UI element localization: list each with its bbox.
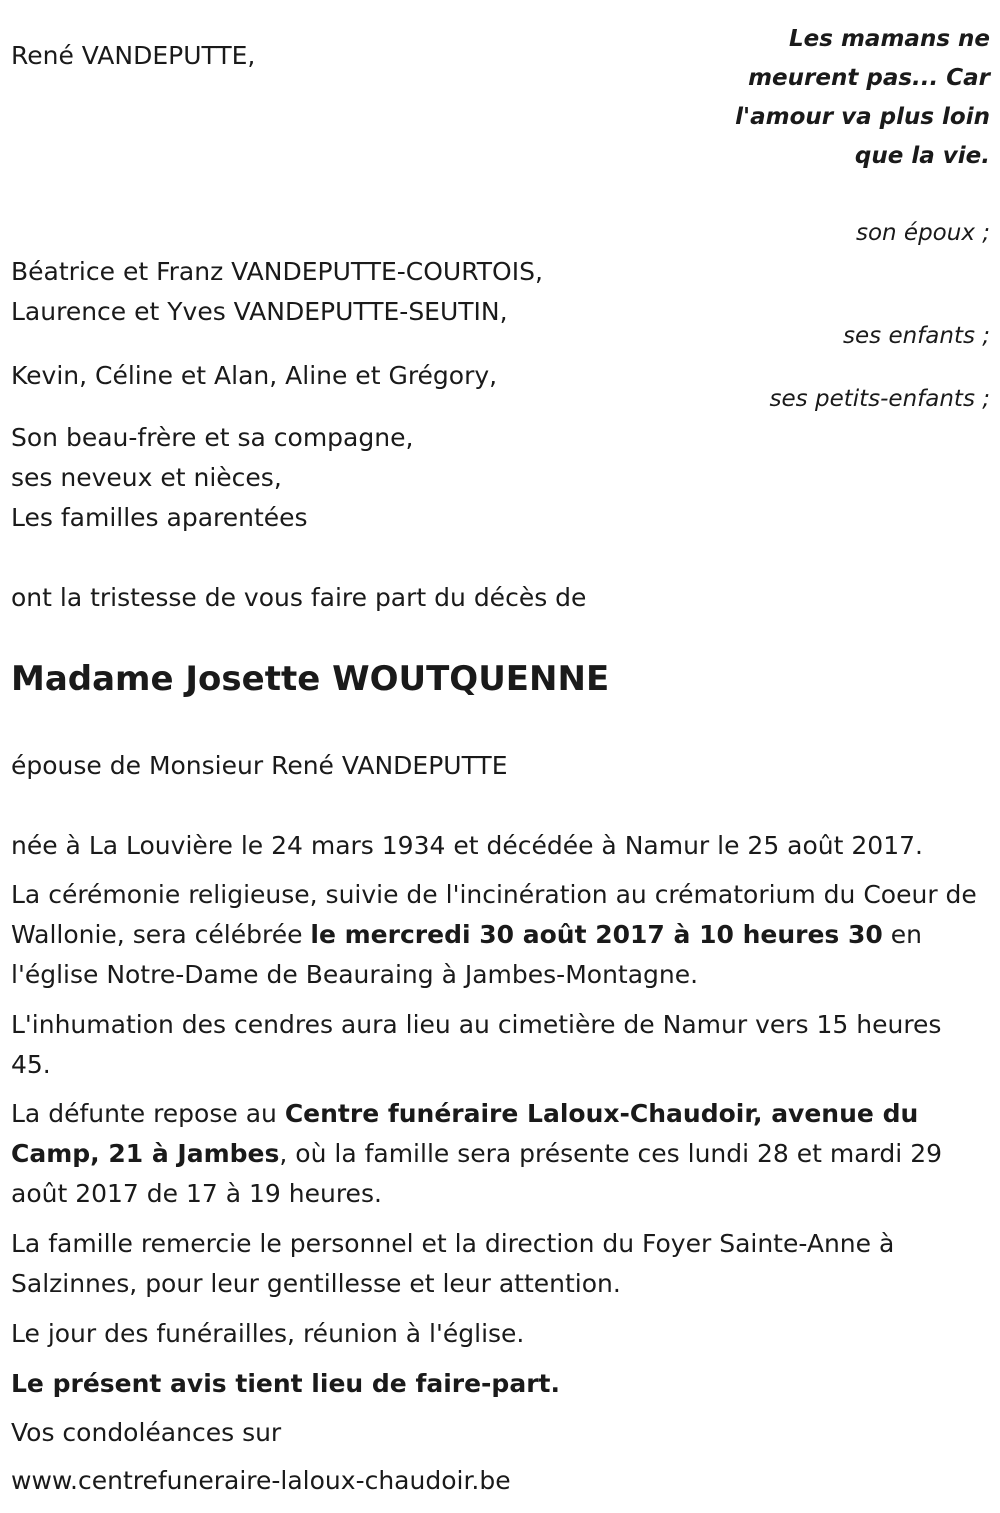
birth-death-dates: née à La Louvière le 24 mars 1934 et décédée à Namur le 25 août 2017.	[11, 831, 923, 860]
other-relatives-2: ses neveux et nièces,	[11, 463, 282, 492]
ceremony-date: le mercredi 30 août 2017 à 10 heures 30	[310, 920, 883, 949]
child-2: Laurence et Yves VANDEPUTTE-SEUTIN,	[11, 297, 508, 326]
deceased-name: Madame Josette WOUTQUENNE	[11, 659, 610, 699]
husband-role: son époux ;	[855, 220, 990, 246]
husband-name: René VANDEPUTTE,	[11, 41, 256, 70]
thanks-paragraph: La famille remercie le personnel et la direction du Foyer Sainte-Anne à Salzinnes, pour leur gentillesse et leur attention.	[11, 1229, 895, 1298]
grandchildren-role: ses petits-enfants ;	[769, 386, 990, 412]
child-1: Béatrice et Franz VANDEPUTTE-COURTOIS,	[11, 257, 543, 286]
children-role: ses enfants ;	[843, 323, 990, 349]
epigraph-quote: Les mamans ne meurent pas... Car l'amour va plus loin que la vie.	[735, 26, 990, 169]
other-relatives-3: Les familles aparentées	[11, 503, 308, 532]
meeting-line: Le jour des funérailles, réunion à l'église.	[11, 1319, 525, 1348]
grandchildren-names: Kevin, Céline et Alan, Aline et Grégory,	[11, 361, 498, 390]
condolences-label: Vos condoléances sur	[11, 1418, 282, 1447]
other-relatives-1: Son beau-frère et sa compagne,	[11, 423, 414, 452]
announcement-text: ont la tristesse de vous faire part du décès de	[11, 583, 587, 612]
ceremony-paragraph: La cérémonie religieuse, suivie de l'incinération au crématorium du Coeur de Wallonie, sera célébrée le mercredi 30 août 2017 à 10 heures 30 en l'église Notre-Dame de Beauraing à Jambes-Montagne.	[11, 880, 977, 989]
notice-line: Le présent avis tient lieu de faire-part.	[11, 1369, 560, 1398]
inhumation-paragraph: L'inhumation des cendres aura lieu au cimetière de Namur vers 15 heures 45.	[11, 1010, 942, 1079]
spouse-line: épouse de Monsieur René VANDEPUTTE	[11, 751, 508, 780]
condolences-url[interactable]: www.centrefuneraire-laloux-chaudoir.be	[11, 1466, 511, 1495]
repose-paragraph: La défunte repose au Centre funéraire Laloux-Chaudoir, avenue du Camp, 21 à Jambes, où la famille sera présente ces lundi 28 et mardi 29 août 2017 de 17 à 19 heures.	[11, 1099, 943, 1208]
funeral-home-address: Centre funéraire Laloux-Chaudoir, avenue du Camp, 21 à Jambes	[11, 1099, 919, 1168]
